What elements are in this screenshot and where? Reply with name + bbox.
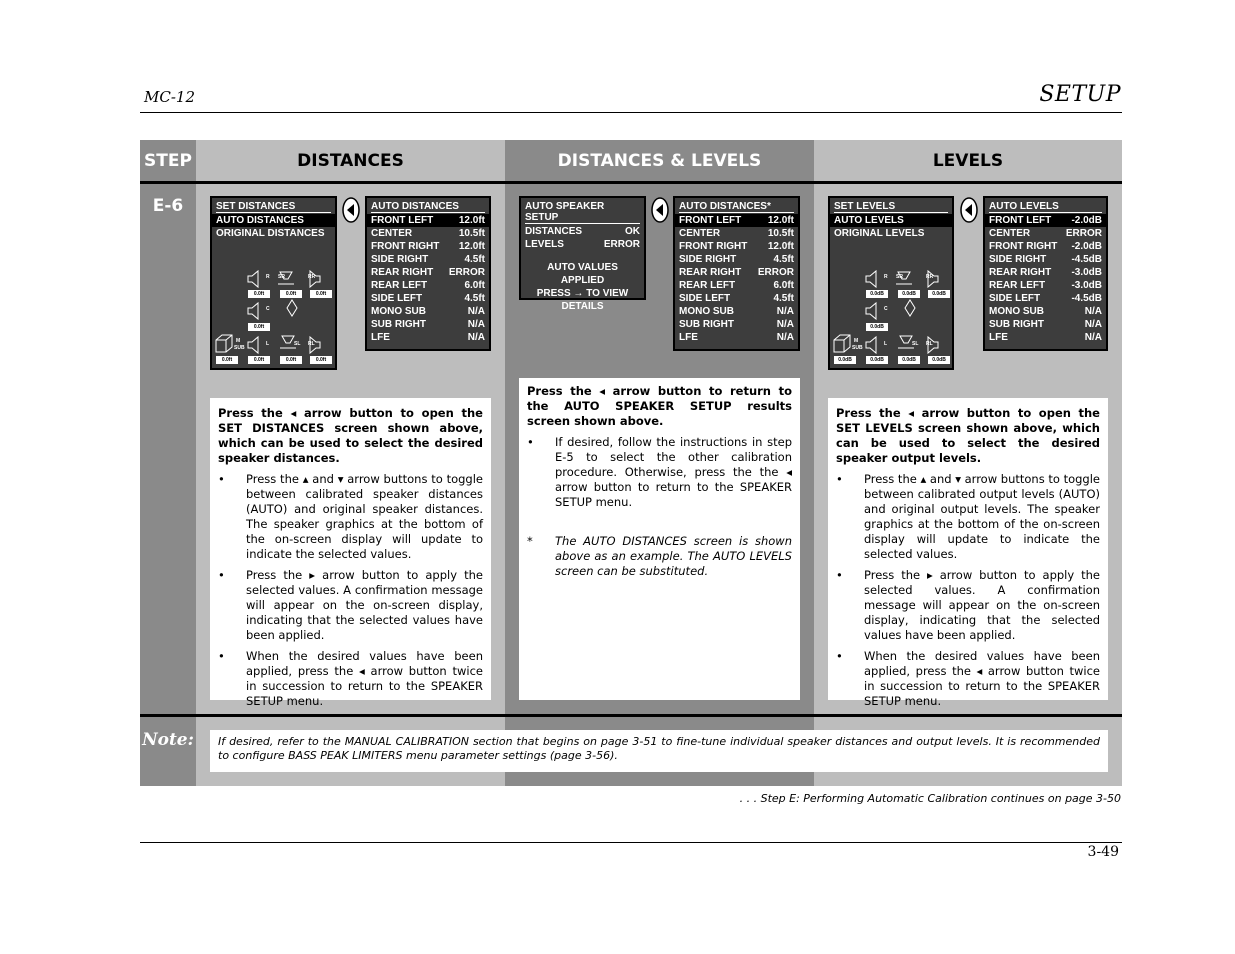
list-item: • When the desired values have been applied, press the ◂ arrow button twice in succession to return to the SPEAKER SETUP menu.: [836, 649, 1100, 708]
osd-row: MONO SUB N/A: [371, 306, 485, 317]
osd-row: FRONT LEFT 12.0ft: [367, 214, 489, 227]
set-levels-screen: [828, 196, 954, 370]
osd-row: SIDE RIGHT 4.5ft: [679, 254, 794, 265]
left-arrow-icon: [960, 197, 978, 223]
osd-message: PRESS → TO VIEW: [536, 288, 629, 299]
set-distances-title: SET DISTANCES: [216, 201, 331, 213]
left-arrow-icon: [651, 197, 669, 223]
osd-row: FRONT LEFT 12.0ft: [675, 214, 798, 227]
list-item: • Press the ▸ arrow button to apply the selected values. A confirmation message will appear on the on-screen display, indicating that the selected values have been applied.: [836, 568, 1100, 642]
distances-header: DISTANCES: [297, 151, 404, 171]
speaker-icons: [830, 268, 952, 368]
distances-instructions: [210, 398, 491, 708]
osd-row: SIDE LEFT 4.5ft: [679, 293, 794, 304]
osd-row: REAR LEFT 6.0ft: [371, 280, 485, 291]
osd-row: MONO SUB N/A: [989, 306, 1102, 317]
osd-row: MONO SUB N/A: [679, 306, 794, 317]
osd-row: SIDE LEFT -4.5dB: [989, 293, 1102, 304]
auto-levels-title: AUTO LEVELS: [989, 201, 1102, 213]
note-text: If desired, refer to the MANUAL CALIBRATION section that begins on page 3-51 to fine-tune individual speaker distances and output levels. It is recommended to configure BASS PEAK LIMITERS menu parameter settings (page 3-56).: [210, 730, 1108, 772]
speaker-diagram: R SR RR 0.0ft 0.0ft 0.0ft C 0.0ft M SUB L SL RL 0.0ft 0.0ft 0.0ft 0.0ft: [212, 268, 335, 368]
set-levels-title: SET LEVELS: [834, 201, 948, 213]
header-model: MC-12: [144, 88, 195, 106]
osd-row: LFE N/A: [679, 332, 794, 343]
osd-row: CENTER 10.5ft: [371, 228, 485, 239]
continuation-note: . . . Step E: Performing Automatic Calibration continues on page 3-50: [739, 792, 1121, 805]
osd-row: REAR LEFT 6.0ft: [679, 280, 794, 291]
osd-row: LEVELS ERROR: [525, 239, 640, 250]
step-column: [140, 140, 196, 786]
note-label: Note:: [142, 730, 194, 750]
list-item: • Press the ▴ and ▾ arrow buttons to toggle between calibrated output levels (AUTO) and original output levels. The speaker graphics at the bottom of the on-screen display will update to indicate the selected values.: [836, 472, 1100, 561]
osd-row: REAR LEFT -3.0dB: [989, 280, 1102, 291]
list-item: • When the desired values have been applied, press the ◂ arrow button twice in succession to return to the SPEAKER SETUP menu.: [218, 649, 483, 708]
list-item: • If desired, follow the instructions in step E-5 to select the other calibration procedure. Otherwise, press the the ◂ arrow button to return to the SPEAKER SETUP menu.: [527, 435, 792, 509]
menu-item-auto-levels[interactable]: AUTO LEVELS: [830, 214, 952, 227]
menu-item-original-distances[interactable]: ORIGINAL DISTANCES: [216, 228, 325, 239]
menu-item-original-levels[interactable]: ORIGINAL LEVELS: [834, 228, 925, 239]
speaker-diagram: R SR RR 0.0dB 0.0dB 0.0dB C 0.0dB M SUB L SL RL 0.0dB 0.0dB 0.0dB 0.0dB: [830, 268, 952, 368]
osd-row: SUB RIGHT N/A: [989, 319, 1102, 330]
osd-row: REAR RIGHT ERROR: [679, 267, 794, 278]
left-arrow-icon: [342, 197, 360, 223]
osd-row: FRONT RIGHT 12.0ft: [679, 241, 794, 252]
osd-row: SIDE LEFT 4.5ft: [371, 293, 485, 304]
auto-speaker-setup-title: AUTO SPEAKER SETUP: [525, 201, 640, 224]
osd-row: FRONT RIGHT -2.0dB: [989, 241, 1102, 252]
osd-row: SIDE RIGHT 4.5ft: [371, 254, 485, 265]
auto-distances-title: AUTO DISTANCES: [371, 201, 485, 213]
osd-row: FRONT LEFT -2.0dB: [985, 214, 1106, 227]
header-divider: [140, 181, 1122, 184]
osd-row: REAR RIGHT ERROR: [371, 267, 485, 278]
speaker-icons: [212, 268, 335, 368]
list-item: • Press the ▸ arrow button to apply the selected values. A confirmation message will appear on the on-screen display, indicating that the selected values have been applied.: [218, 568, 483, 642]
auto-levels-screen: [983, 196, 1108, 351]
footer-rule: [140, 842, 1122, 843]
osd-row: LFE N/A: [371, 332, 485, 343]
osd-row: SUB RIGHT N/A: [679, 319, 794, 330]
osd-row: CENTER 10.5ft: [679, 228, 794, 239]
osd-row: REAR RIGHT -3.0dB: [989, 267, 1102, 278]
auto-distances-screen: [365, 196, 491, 351]
osd-row: SIDE RIGHT -4.5dB: [989, 254, 1102, 265]
step-header: STEP: [144, 151, 192, 171]
step-id: E-6: [152, 196, 184, 216]
osd-row: FRONT RIGHT 12.0ft: [371, 241, 485, 252]
instruction-lead: Press the ◂ arrow button to open the SET LEVELS screen shown above, which can be used to select the desired speaker output levels.: [836, 406, 1100, 465]
auto-speaker-setup-screen: [519, 196, 646, 312]
header-section: SETUP: [1039, 82, 1121, 107]
menu-item-auto-distances[interactable]: AUTO DISTANCES: [212, 214, 335, 227]
osd-message: DETAILS: [561, 301, 604, 312]
osd-row: DISTANCES OK: [525, 226, 640, 237]
header-rule: [140, 112, 1122, 113]
levels-instructions: [828, 398, 1108, 708]
auto-distances-star-title: AUTO DISTANCES*: [679, 201, 794, 213]
instruction-lead: Press the ◂ arrow button to open the SET DISTANCES screen shown above, which can be used to select the desired speaker distances.: [218, 406, 483, 465]
list-item: • Press the ▴ and ▾ arrow buttons to toggle between calibrated speaker distances (AUTO) and original speaker distances. The speaker graphics at the bottom of the on-screen display will update to indicate the selected values.: [218, 472, 483, 561]
osd-row: CENTER ERROR: [989, 228, 1102, 239]
setup-table: [140, 140, 1122, 786]
footnote-item: * The AUTO DISTANCES screen is shown above as an example. The AUTO LEVELS screen can be substituted.: [527, 534, 792, 578]
levels-header: LEVELS: [932, 151, 1004, 171]
instruction-lead: Press the ◂ arrow button to return to the AUTO SPEAKER SETUP results screen shown above.: [527, 384, 792, 428]
distances-levels-header: DISTANCES & LEVELS: [557, 151, 762, 171]
osd-message: AUTO VALUES APPLIED: [547, 262, 618, 286]
page-number: 3-49: [1087, 844, 1119, 860]
auto-distances-star-screen: [673, 196, 800, 351]
note-divider: [140, 714, 1122, 717]
distances-levels-instructions: [519, 378, 800, 700]
osd-row: LFE N/A: [989, 332, 1102, 343]
osd-row: SUB RIGHT N/A: [371, 319, 485, 330]
set-distances-screen: [210, 196, 337, 370]
